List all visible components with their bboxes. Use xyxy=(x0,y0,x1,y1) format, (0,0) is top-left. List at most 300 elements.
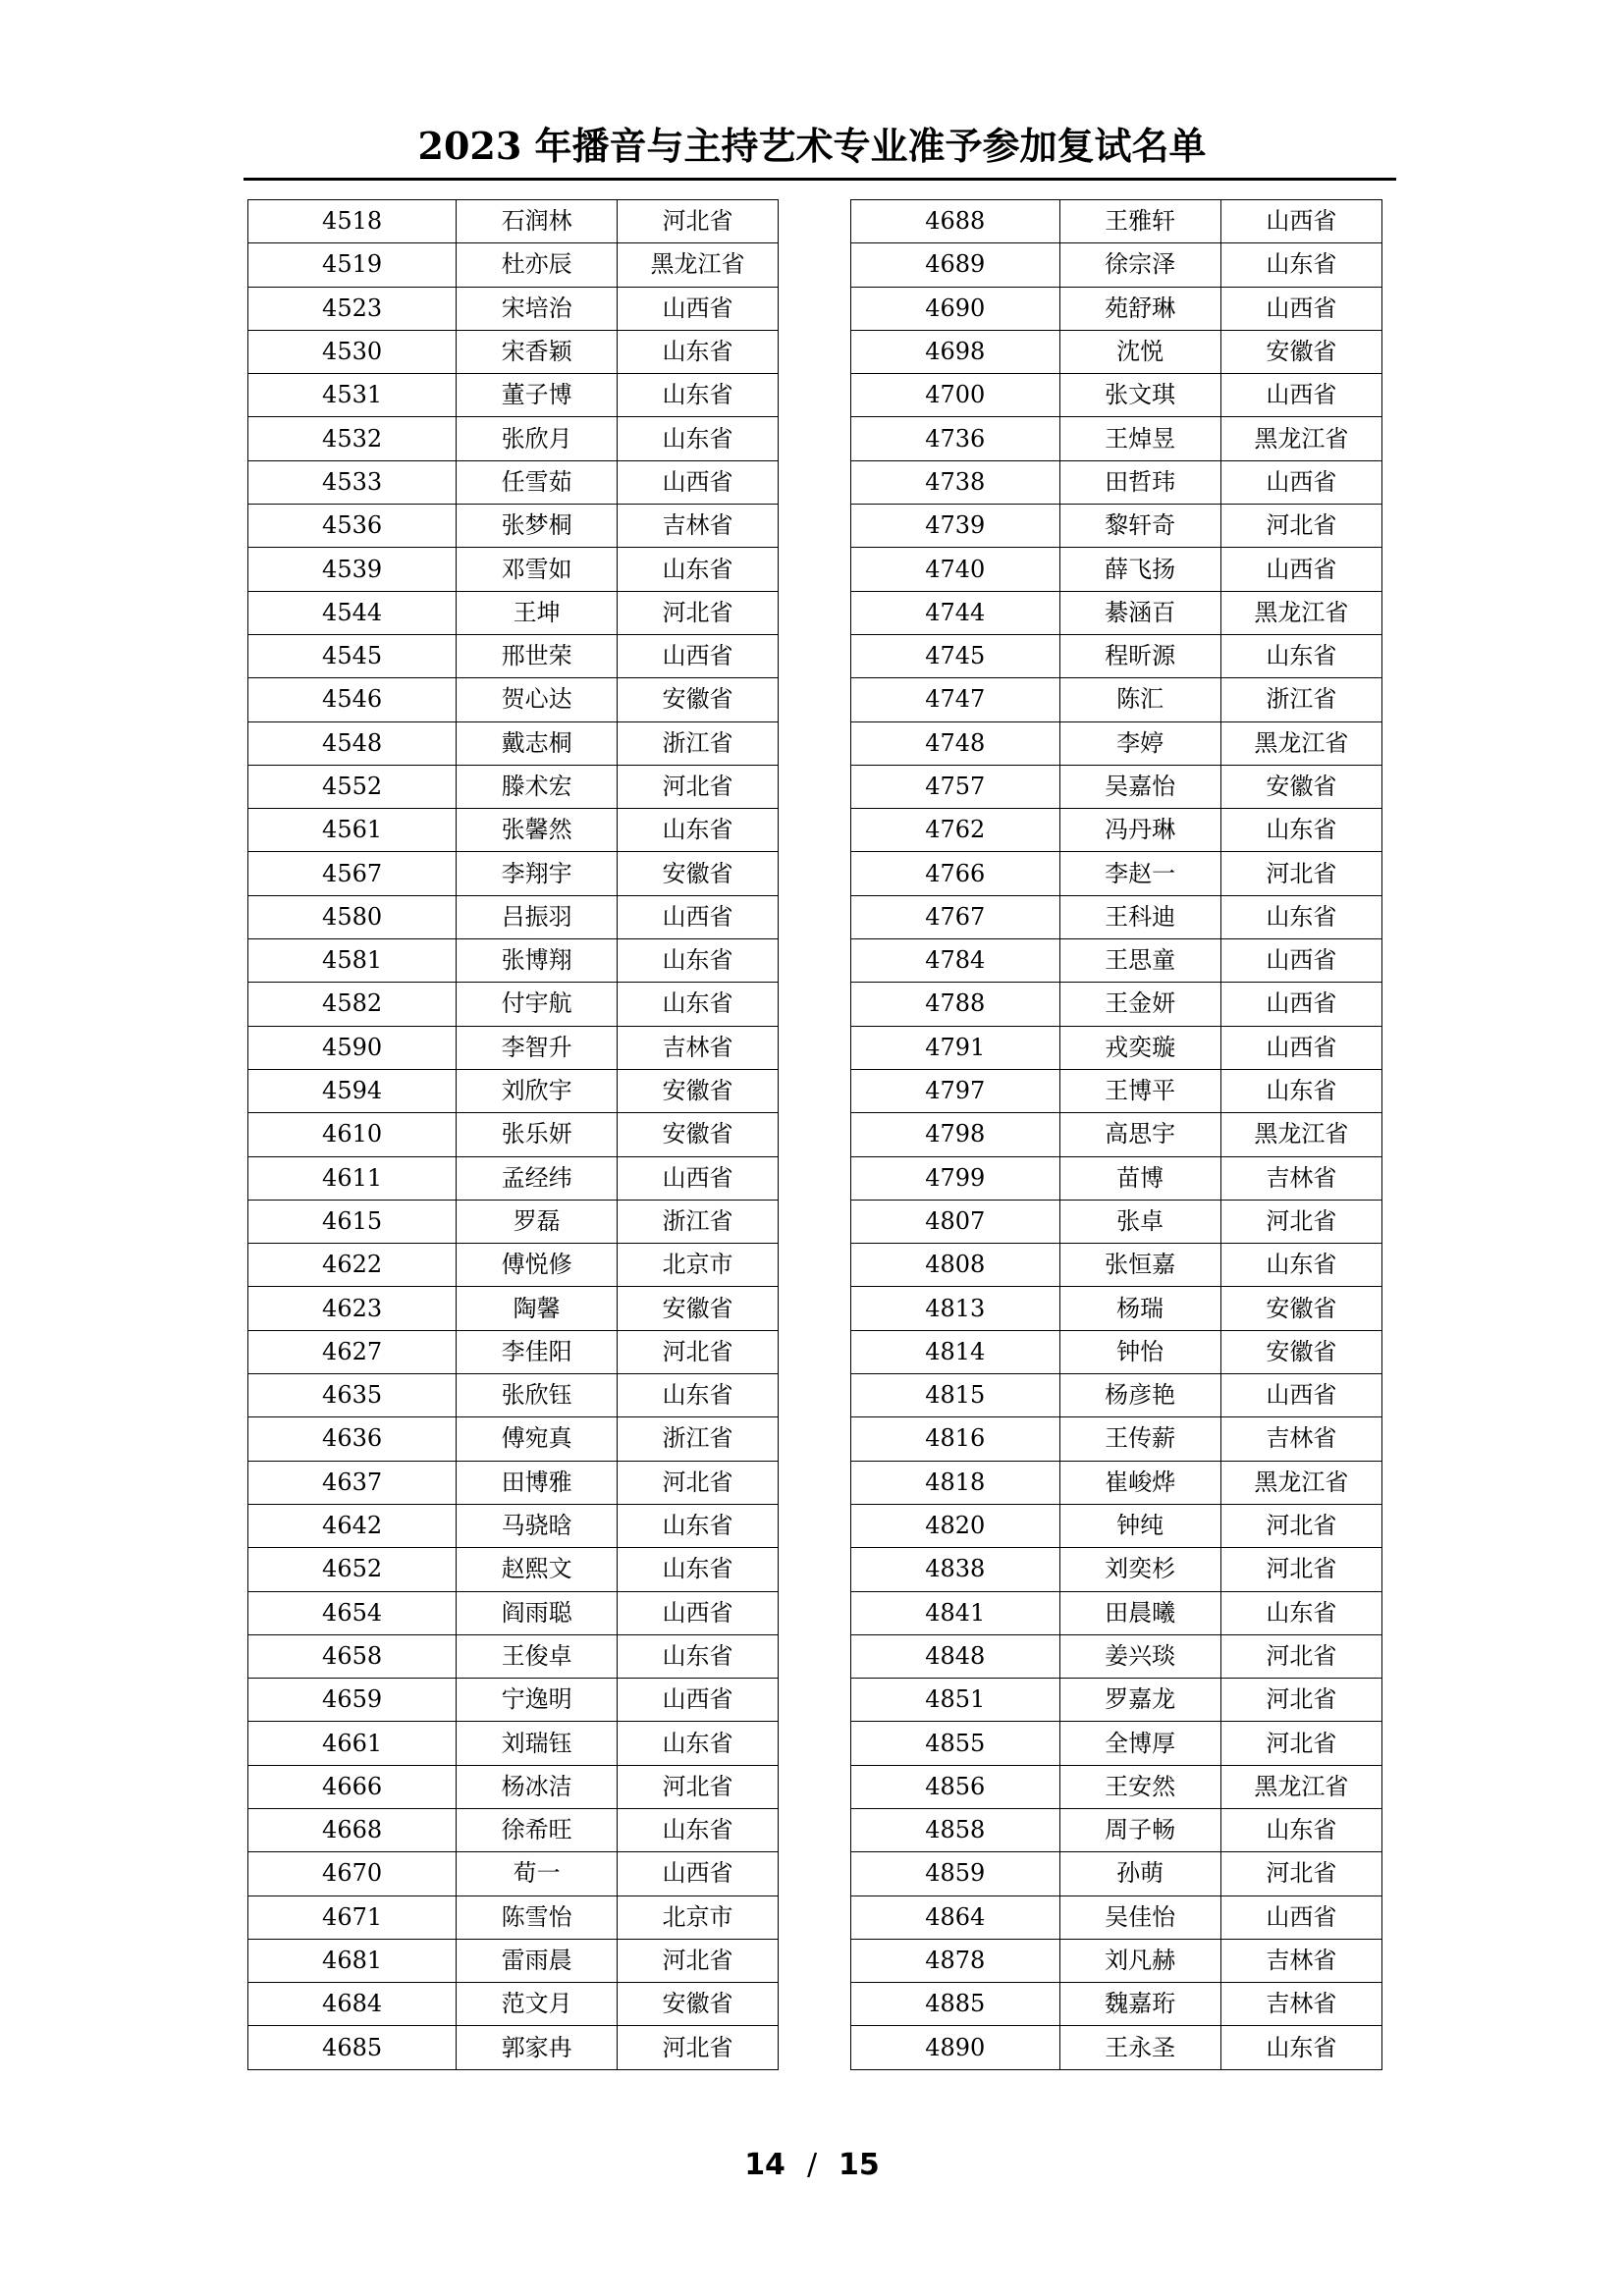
candidate-name: 刘瑞钰 xyxy=(457,1722,618,1765)
candidate-id: 4878 xyxy=(851,1939,1060,1982)
candidate-name: 吕振羽 xyxy=(457,895,618,938)
candidate-id: 4689 xyxy=(851,243,1060,287)
table-row xyxy=(851,809,1382,852)
candidate-id: 4838 xyxy=(851,1548,1060,1591)
candidate-name: 魏嘉珩 xyxy=(1059,1983,1220,2026)
table-row xyxy=(248,1722,779,1765)
candidate-id: 4545 xyxy=(248,634,457,677)
candidate-name: 宁逸明 xyxy=(457,1679,618,1722)
table-row xyxy=(248,1461,779,1504)
candidate-id: 4658 xyxy=(248,1634,457,1678)
candidate-id: 4652 xyxy=(248,1548,457,1591)
candidate-name: 范文月 xyxy=(457,1983,618,2026)
table-row xyxy=(851,1548,1382,1591)
candidate-province: 安徽省 xyxy=(618,1069,779,1112)
candidate-name: 郭家冉 xyxy=(457,2026,618,2069)
candidate-id: 4544 xyxy=(248,591,457,634)
candidate-province: 河北省 xyxy=(1220,1200,1381,1243)
candidate-id: 4654 xyxy=(248,1591,457,1634)
table-row xyxy=(248,591,779,634)
candidate-province: 浙江省 xyxy=(1220,678,1381,721)
candidate-name: 王雅轩 xyxy=(1059,200,1220,243)
candidate-province: 山西省 xyxy=(1220,460,1381,504)
candidate-id: 4739 xyxy=(851,505,1060,548)
candidate-name: 赵熙文 xyxy=(457,1548,618,1591)
candidate-id: 4688 xyxy=(851,200,1060,243)
candidate-name: 杨彦艳 xyxy=(1059,1374,1220,1417)
candidate-id: 4637 xyxy=(248,1461,457,1504)
candidate-province: 河北省 xyxy=(618,591,779,634)
table-row xyxy=(248,1244,779,1287)
title-underline xyxy=(244,178,1396,181)
candidate-id: 4890 xyxy=(851,2026,1060,2069)
candidate-name: 田哲玮 xyxy=(1059,460,1220,504)
candidate-name: 黎轩奇 xyxy=(1059,505,1220,548)
candidate-id: 4519 xyxy=(248,243,457,287)
candidate-id: 4533 xyxy=(248,460,457,504)
candidate-name: 王传薪 xyxy=(1059,1417,1220,1461)
table-row xyxy=(851,287,1382,330)
table-row xyxy=(851,1983,1382,2026)
table-row xyxy=(851,1200,1382,1243)
candidate-province: 吉林省 xyxy=(618,1026,779,1069)
table-row xyxy=(248,1896,779,1939)
table-row xyxy=(851,1679,1382,1722)
candidate-id: 4536 xyxy=(248,505,457,548)
candidate-id: 4594 xyxy=(248,1069,457,1112)
table-row xyxy=(248,1939,779,1982)
candidate-province: 山东省 xyxy=(618,939,779,983)
table-row xyxy=(248,895,779,938)
candidate-province: 河北省 xyxy=(618,2026,779,2069)
candidate-name: 邓雪如 xyxy=(457,548,618,591)
candidate-name: 张馨然 xyxy=(457,809,618,852)
candidate-name: 邢世荣 xyxy=(457,634,618,677)
table-row xyxy=(248,1200,779,1243)
table-row xyxy=(248,417,779,460)
roster-table-left xyxy=(247,199,779,2070)
table-row xyxy=(851,1591,1382,1634)
candidate-province: 安徽省 xyxy=(1220,1287,1381,1330)
candidate-name: 田晨曦 xyxy=(1059,1591,1220,1634)
candidate-province: 山东省 xyxy=(1220,809,1381,852)
table-row xyxy=(248,1374,779,1417)
candidate-province: 安徽省 xyxy=(618,852,779,895)
candidate-name: 薛飞扬 xyxy=(1059,548,1220,591)
candidate-id: 4808 xyxy=(851,1244,1060,1287)
candidate-id: 4815 xyxy=(851,1374,1060,1417)
candidate-id: 4668 xyxy=(248,1808,457,1851)
table-row xyxy=(851,1069,1382,1112)
candidate-province: 山西省 xyxy=(1220,200,1381,243)
page-separator: / xyxy=(806,2148,818,2182)
candidate-name: 王坤 xyxy=(457,591,618,634)
candidate-id: 4745 xyxy=(851,634,1060,677)
candidate-name: 杨瑞 xyxy=(1059,1287,1220,1330)
table-row xyxy=(851,1113,1382,1156)
candidate-province: 山西省 xyxy=(618,287,779,330)
candidate-id: 4548 xyxy=(248,721,457,765)
candidate-province: 安徽省 xyxy=(618,678,779,721)
candidate-name: 李翔宇 xyxy=(457,852,618,895)
candidate-name: 贺心达 xyxy=(457,678,618,721)
candidate-province: 山东省 xyxy=(618,548,779,591)
candidate-province: 河北省 xyxy=(1220,1852,1381,1896)
candidate-id: 4531 xyxy=(248,374,457,417)
candidate-id: 4858 xyxy=(851,1808,1060,1851)
table-row xyxy=(851,2026,1382,2069)
candidate-province: 山东省 xyxy=(618,1504,779,1547)
candidate-name: 冯丹琳 xyxy=(1059,809,1220,852)
candidate-province: 河北省 xyxy=(618,1330,779,1373)
candidate-province: 河北省 xyxy=(618,1939,779,1982)
candidate-province: 山西省 xyxy=(618,1852,779,1896)
candidate-id: 4788 xyxy=(851,983,1060,1026)
page-title: 2023 年播音与主持艺术专业准予参加复试名单 xyxy=(417,124,1207,168)
table-row xyxy=(851,765,1382,808)
candidate-name: 宋培治 xyxy=(457,287,618,330)
candidate-province: 安徽省 xyxy=(618,1287,779,1330)
candidate-id: 4700 xyxy=(851,374,1060,417)
candidate-id: 4767 xyxy=(851,895,1060,938)
table-row xyxy=(248,1330,779,1373)
candidate-id: 4798 xyxy=(851,1113,1060,1156)
candidate-id: 4582 xyxy=(248,983,457,1026)
candidate-name: 綦涵百 xyxy=(1059,591,1220,634)
candidate-name: 徐希旺 xyxy=(457,1808,618,1851)
candidate-province: 山东省 xyxy=(618,1548,779,1591)
candidate-name: 崔峻烨 xyxy=(1059,1461,1220,1504)
candidate-name: 罗嘉龙 xyxy=(1059,1679,1220,1722)
candidate-name: 王博平 xyxy=(1059,1069,1220,1112)
candidate-province: 山西省 xyxy=(1220,548,1381,591)
candidate-id: 4581 xyxy=(248,939,457,983)
candidate-id: 4813 xyxy=(851,1287,1060,1330)
candidate-name: 王思童 xyxy=(1059,939,1220,983)
candidate-id: 4546 xyxy=(248,678,457,721)
candidate-name: 宋香颖 xyxy=(457,330,618,373)
table-row xyxy=(851,1896,1382,1939)
candidate-province: 安徽省 xyxy=(1220,765,1381,808)
candidate-id: 4799 xyxy=(851,1156,1060,1200)
candidate-id: 4636 xyxy=(248,1417,457,1461)
table-row xyxy=(248,765,779,808)
candidate-id: 4814 xyxy=(851,1330,1060,1373)
candidate-province: 吉林省 xyxy=(618,505,779,548)
table-row xyxy=(248,1765,779,1808)
candidate-name: 王科迪 xyxy=(1059,895,1220,938)
candidate-province: 山东省 xyxy=(618,417,779,460)
candidate-name: 刘欣宇 xyxy=(457,1069,618,1112)
table-row xyxy=(248,678,779,721)
candidate-name: 刘奕杉 xyxy=(1059,1548,1220,1591)
candidate-province: 山东省 xyxy=(1220,243,1381,287)
candidate-name: 戴志桐 xyxy=(457,721,618,765)
candidate-id: 4757 xyxy=(851,765,1060,808)
candidate-province: 山东省 xyxy=(618,1808,779,1851)
candidate-name: 姜兴琰 xyxy=(1059,1634,1220,1678)
candidate-id: 4856 xyxy=(851,1765,1060,1808)
candidate-province: 安徽省 xyxy=(1220,1330,1381,1373)
candidate-province: 河北省 xyxy=(1220,1634,1381,1678)
table-row xyxy=(248,1069,779,1112)
candidate-name: 吴佳怡 xyxy=(1059,1896,1220,1939)
candidate-id: 4747 xyxy=(851,678,1060,721)
candidate-id: 4530 xyxy=(248,330,457,373)
candidate-id: 4738 xyxy=(851,460,1060,504)
table-row xyxy=(851,243,1382,287)
table-row xyxy=(248,1679,779,1722)
candidate-name: 王俊卓 xyxy=(457,1634,618,1678)
candidate-id: 4580 xyxy=(248,895,457,938)
candidate-name: 王焯昱 xyxy=(1059,417,1220,460)
candidate-id: 4671 xyxy=(248,1896,457,1939)
candidate-name: 刘凡赫 xyxy=(1059,1939,1220,1982)
candidate-id: 4744 xyxy=(851,591,1060,634)
candidate-province: 北京市 xyxy=(618,1896,779,1939)
candidate-name: 张欣月 xyxy=(457,417,618,460)
candidate-province: 黑龙江省 xyxy=(1220,721,1381,765)
candidate-id: 4635 xyxy=(248,1374,457,1417)
candidate-id: 4748 xyxy=(851,721,1060,765)
candidate-province: 山西省 xyxy=(618,1591,779,1634)
candidate-province: 山东省 xyxy=(618,374,779,417)
table-row xyxy=(851,1287,1382,1330)
candidate-province: 山东省 xyxy=(618,809,779,852)
table-row xyxy=(248,1417,779,1461)
candidate-name: 程昕源 xyxy=(1059,634,1220,677)
candidate-province: 山东省 xyxy=(618,330,779,373)
table-row xyxy=(248,460,779,504)
candidate-province: 山西省 xyxy=(1220,374,1381,417)
candidate-id: 4552 xyxy=(248,765,457,808)
candidate-id: 4820 xyxy=(851,1504,1060,1547)
roster-table-left-body xyxy=(248,200,779,2070)
candidate-id: 4698 xyxy=(851,330,1060,373)
candidate-province: 山西省 xyxy=(1220,1026,1381,1069)
candidate-name: 徐宗泽 xyxy=(1059,243,1220,287)
table-row xyxy=(851,1026,1382,1069)
table-row xyxy=(248,2026,779,2069)
page-number xyxy=(0,2148,1624,2182)
candidate-name: 李佳阳 xyxy=(457,1330,618,1373)
table-row xyxy=(248,852,779,895)
candidate-province: 山东省 xyxy=(618,1374,779,1417)
table-row xyxy=(248,1852,779,1896)
candidate-name: 张欣钰 xyxy=(457,1374,618,1417)
page-current: 14 xyxy=(744,2148,785,2182)
table-row xyxy=(851,1939,1382,1982)
table-row xyxy=(851,852,1382,895)
candidate-id: 4841 xyxy=(851,1591,1060,1634)
table-row xyxy=(851,1852,1382,1896)
candidate-province: 吉林省 xyxy=(1220,1156,1381,1200)
table-row xyxy=(248,287,779,330)
table-row xyxy=(248,505,779,548)
candidate-id: 4807 xyxy=(851,1200,1060,1243)
candidate-name: 付宇航 xyxy=(457,983,618,1026)
candidate-name: 张文琪 xyxy=(1059,374,1220,417)
table-row xyxy=(248,548,779,591)
candidate-name: 张恒嘉 xyxy=(1059,1244,1220,1287)
table-row xyxy=(851,678,1382,721)
candidate-name: 杜亦辰 xyxy=(457,243,618,287)
candidate-id: 4670 xyxy=(248,1852,457,1896)
candidate-name: 戎奕璇 xyxy=(1059,1026,1220,1069)
candidate-id: 4532 xyxy=(248,417,457,460)
table-row xyxy=(851,1374,1382,1417)
table-row xyxy=(851,1156,1382,1200)
candidate-id: 4590 xyxy=(248,1026,457,1069)
table-row xyxy=(851,374,1382,417)
table-row xyxy=(248,939,779,983)
candidate-province: 山东省 xyxy=(1220,634,1381,677)
candidate-name: 周子畅 xyxy=(1059,1808,1220,1851)
candidate-province: 山西省 xyxy=(1220,1896,1381,1939)
table-row xyxy=(851,1634,1382,1678)
candidate-name: 钟纯 xyxy=(1059,1504,1220,1547)
candidate-province: 河北省 xyxy=(1220,505,1381,548)
candidate-province: 黑龙江省 xyxy=(1220,591,1381,634)
candidate-id: 4848 xyxy=(851,1634,1060,1678)
candidate-name: 滕术宏 xyxy=(457,765,618,808)
candidate-id: 4611 xyxy=(248,1156,457,1200)
candidate-id: 4864 xyxy=(851,1896,1060,1939)
table-row xyxy=(851,1244,1382,1287)
table-row xyxy=(851,460,1382,504)
candidate-id: 4567 xyxy=(248,852,457,895)
candidate-province: 吉林省 xyxy=(1220,1939,1381,1982)
candidate-name: 沈悦 xyxy=(1059,330,1220,373)
candidate-id: 4685 xyxy=(248,2026,457,2069)
candidate-name: 全博厚 xyxy=(1059,1722,1220,1765)
candidate-province: 河北省 xyxy=(618,200,779,243)
candidate-id: 4690 xyxy=(851,287,1060,330)
candidate-province: 黑龙江省 xyxy=(1220,417,1381,460)
candidate-province: 山东省 xyxy=(1220,2026,1381,2069)
candidate-province: 河北省 xyxy=(1220,1504,1381,1547)
candidate-id: 4791 xyxy=(851,1026,1060,1069)
candidate-name: 任雪茹 xyxy=(457,460,618,504)
candidate-name: 傅悦修 xyxy=(457,1244,618,1287)
table-row xyxy=(248,1634,779,1678)
roster-table-right-body xyxy=(851,200,1382,2070)
candidate-province: 山东省 xyxy=(1220,1244,1381,1287)
table-row xyxy=(851,200,1382,243)
candidate-province: 山西省 xyxy=(618,1156,779,1200)
candidate-name: 苗博 xyxy=(1059,1156,1220,1200)
candidate-id: 4518 xyxy=(248,200,457,243)
roster-table-right xyxy=(850,199,1382,2070)
candidate-province: 河北省 xyxy=(1220,852,1381,895)
candidate-province: 山东省 xyxy=(1220,1069,1381,1112)
candidate-name: 陈汇 xyxy=(1059,678,1220,721)
candidate-province: 山东省 xyxy=(618,1634,779,1678)
table-row xyxy=(248,1026,779,1069)
candidate-province: 山西省 xyxy=(618,634,779,677)
table-row xyxy=(248,983,779,1026)
candidate-id: 4561 xyxy=(248,809,457,852)
table-row xyxy=(248,634,779,677)
candidate-id: 4797 xyxy=(851,1069,1060,1112)
candidate-id: 4851 xyxy=(851,1679,1060,1722)
table-row xyxy=(248,200,779,243)
candidate-id: 4627 xyxy=(248,1330,457,1373)
candidate-province: 山东省 xyxy=(1220,1808,1381,1851)
candidate-province: 山西省 xyxy=(618,895,779,938)
candidate-name: 王永圣 xyxy=(1059,2026,1220,2069)
candidate-id: 4885 xyxy=(851,1983,1060,2026)
candidate-id: 4642 xyxy=(248,1504,457,1547)
candidate-name: 孟经纬 xyxy=(457,1156,618,1200)
candidate-province: 河北省 xyxy=(1220,1722,1381,1765)
candidate-name: 李婷 xyxy=(1059,721,1220,765)
table-row xyxy=(248,374,779,417)
table-row xyxy=(248,1808,779,1851)
candidate-province: 黑龙江省 xyxy=(1220,1765,1381,1808)
candidate-name: 傅宛真 xyxy=(457,1417,618,1461)
candidate-province: 山东省 xyxy=(618,1722,779,1765)
table-row xyxy=(248,721,779,765)
table-row xyxy=(248,330,779,373)
candidate-province: 吉林省 xyxy=(1220,1983,1381,2026)
candidate-province: 河北省 xyxy=(1220,1679,1381,1722)
candidate-id: 4816 xyxy=(851,1417,1060,1461)
candidate-name: 陈雪怡 xyxy=(457,1896,618,1939)
table-row xyxy=(851,939,1382,983)
candidate-province: 安徽省 xyxy=(618,1983,779,2026)
candidate-name: 张卓 xyxy=(1059,1200,1220,1243)
table-row xyxy=(851,1330,1382,1373)
table-row xyxy=(851,1765,1382,1808)
candidate-name: 荀一 xyxy=(457,1852,618,1896)
table-row xyxy=(851,895,1382,938)
table-row xyxy=(248,243,779,287)
candidate-province: 吉林省 xyxy=(1220,1417,1381,1461)
candidate-name: 雷雨晨 xyxy=(457,1939,618,1982)
candidate-id: 4766 xyxy=(851,852,1060,895)
candidate-name: 张乐妍 xyxy=(457,1113,618,1156)
candidate-name: 钟怡 xyxy=(1059,1330,1220,1373)
table-row xyxy=(248,1591,779,1634)
candidate-id: 4762 xyxy=(851,809,1060,852)
candidate-id: 4539 xyxy=(248,548,457,591)
candidate-province: 浙江省 xyxy=(618,1200,779,1243)
table-row xyxy=(248,1548,779,1591)
candidate-id: 4623 xyxy=(248,1287,457,1330)
candidate-province: 山西省 xyxy=(618,460,779,504)
candidate-name: 王安然 xyxy=(1059,1765,1220,1808)
candidate-name: 石润林 xyxy=(457,200,618,243)
table-row xyxy=(248,1113,779,1156)
candidate-province: 黑龙江省 xyxy=(1220,1461,1381,1504)
candidate-name: 阎雨聪 xyxy=(457,1591,618,1634)
candidate-province: 黑龙江省 xyxy=(1220,1113,1381,1156)
candidate-province: 山东省 xyxy=(618,983,779,1026)
candidate-id: 4610 xyxy=(248,1113,457,1156)
candidate-name: 陶馨 xyxy=(457,1287,618,1330)
candidate-province: 河北省 xyxy=(618,1461,779,1504)
candidate-id: 4681 xyxy=(248,1939,457,1982)
candidate-name: 吴嘉怡 xyxy=(1059,765,1220,808)
candidate-id: 4684 xyxy=(248,1983,457,2026)
candidate-name: 高思宇 xyxy=(1059,1113,1220,1156)
candidate-id: 4740 xyxy=(851,548,1060,591)
table-row xyxy=(851,505,1382,548)
table-row xyxy=(248,1504,779,1547)
candidate-province: 河北省 xyxy=(1220,1548,1381,1591)
candidate-province: 山东省 xyxy=(1220,1591,1381,1634)
